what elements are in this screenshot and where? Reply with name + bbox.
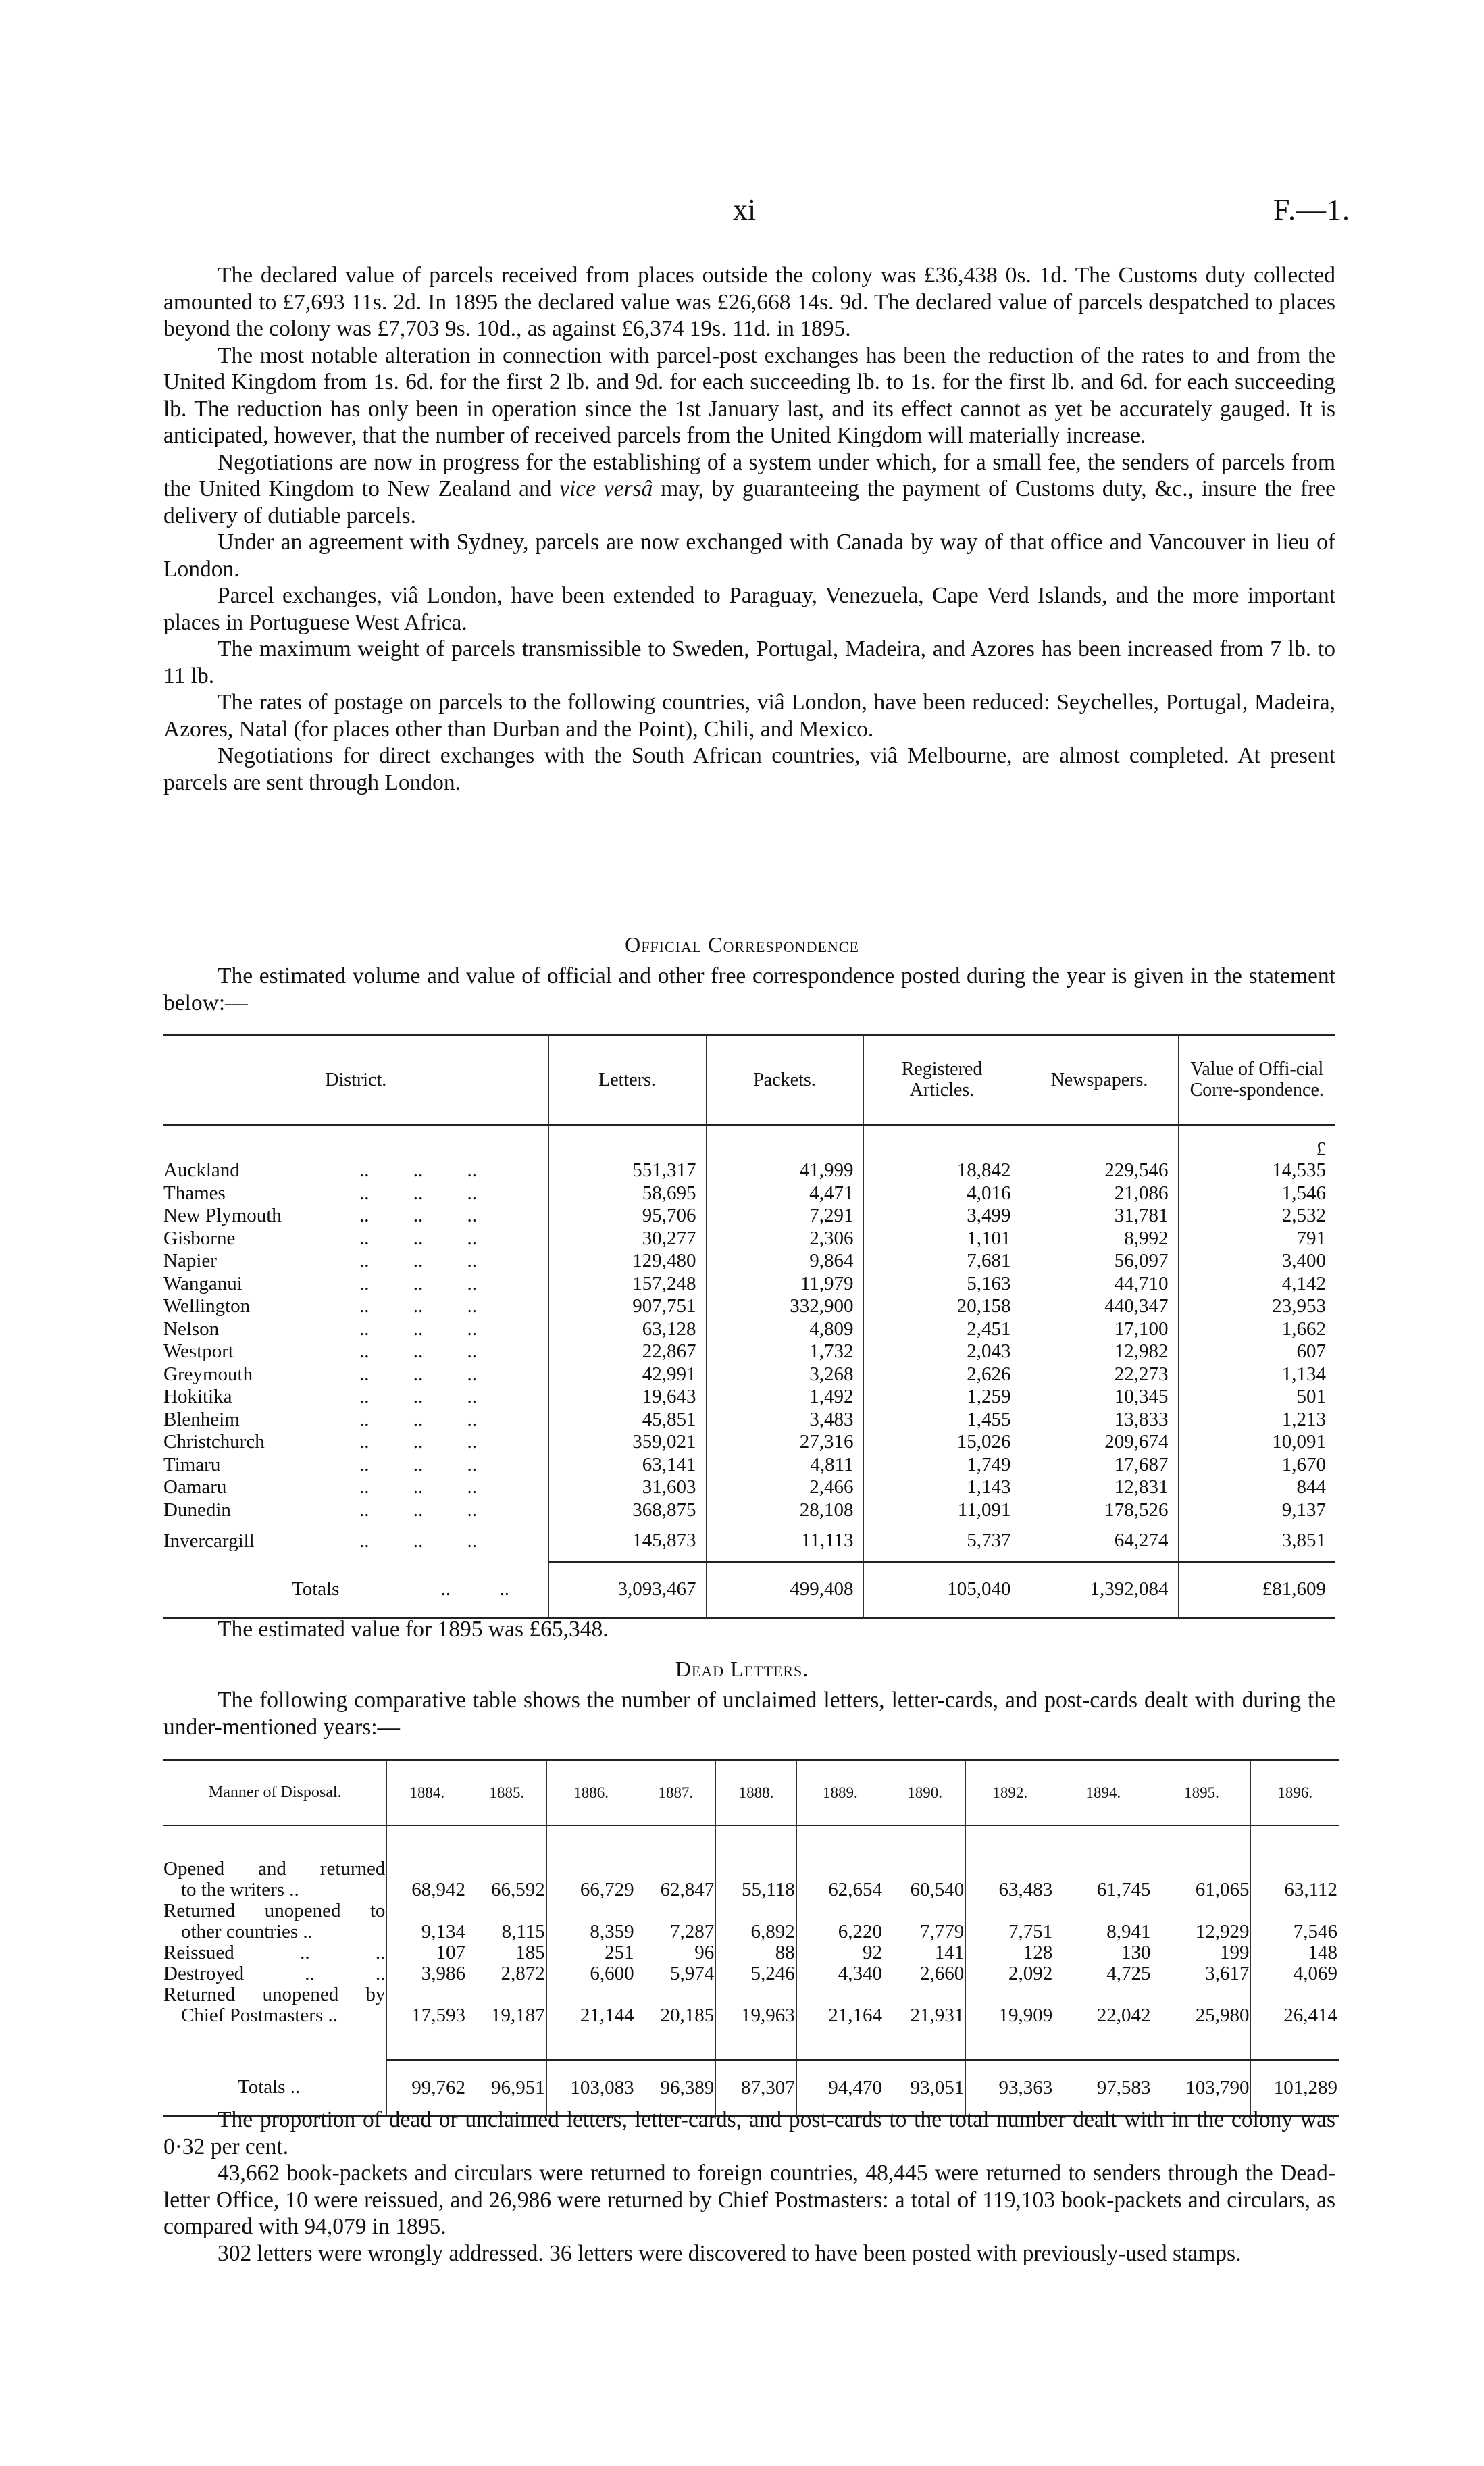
- year-value-cell: 107: [387, 1942, 467, 1963]
- table-row: [163, 1273, 1335, 1296]
- column-header-district: District.: [325, 1069, 387, 1090]
- total-value-cell: 96,389: [636, 2060, 716, 2116]
- dead-letters-heading: Dead Letters.: [675, 1657, 809, 1681]
- year-value-cell: 4,069: [1251, 1963, 1339, 1984]
- district-name: Dunedin: [163, 1499, 231, 1521]
- total-value-cell: 103,790: [1152, 2060, 1251, 2116]
- district-cell: [163, 1295, 548, 1318]
- registered-cell: 20,158: [863, 1295, 1021, 1318]
- paragraph-max-weight: The maximum weight of parcels transmissible to Sweden, Portugal, Madeira, and Azores has been increased from 7 lb. to 11 lb.: [163, 636, 1335, 688]
- year-value-cell: 2,092: [966, 1963, 1054, 1984]
- leader-dots: .. .. ..: [359, 1499, 477, 1521]
- letters-cell: 19,643: [548, 1386, 706, 1409]
- packets-cell: 41,999: [706, 1159, 863, 1182]
- dead-letters-intro: [163, 1687, 1335, 1740]
- district-cell: [163, 1431, 548, 1454]
- disposal-label: [163, 1963, 387, 1984]
- dead-letters-intro-text: The following comparative table shows the number of unclaimed letters, letter-cards, and post-cards dealt with during the under-mentioned years:—: [163, 1688, 1335, 1740]
- year-value-cell: 68,942: [387, 1859, 467, 1901]
- letters-cell: 145,873: [548, 1521, 706, 1562]
- closing-paragraphs: [163, 2107, 1335, 2267]
- leader-dots: .. .. ..: [359, 1272, 477, 1294]
- table-row: [163, 1250, 1335, 1273]
- year-value-cell: 8,941: [1054, 1901, 1152, 1942]
- total-registered: 105,040: [863, 1562, 1021, 1618]
- year-value-cell: 7,751: [966, 1901, 1054, 1942]
- total-value-cell: 103,083: [546, 2060, 636, 2116]
- year-value-cell: 141: [884, 1942, 965, 1963]
- newspapers-cell: 22,273: [1021, 1363, 1178, 1386]
- leader-dots: .. .. ..: [359, 1386, 477, 1407]
- letters-cell: 359,021: [548, 1431, 706, 1454]
- disposal-label: [163, 1901, 387, 1942]
- letters-cell: 129,480: [548, 1250, 706, 1273]
- year-value-cell: 17,593: [387, 1984, 467, 2026]
- disposal-label: [163, 1942, 387, 1963]
- newspapers-cell: 12,982: [1021, 1340, 1178, 1363]
- year-value-cell: 128: [966, 1942, 1054, 1963]
- letters-cell: 63,141: [548, 1454, 706, 1477]
- column-header-year: 1884.: [387, 1760, 467, 1826]
- table-row: [163, 1476, 1335, 1499]
- column-header-year: 1887.: [636, 1760, 716, 1826]
- district-cell: [163, 1386, 548, 1409]
- column-header-year: 1894.: [1054, 1760, 1152, 1826]
- table-row: [163, 1386, 1335, 1409]
- letters-cell: 30,277: [548, 1228, 706, 1251]
- packets-cell: 4,811: [706, 1454, 863, 1477]
- district-name: Invercargill: [163, 1530, 255, 1552]
- column-header-year: 1885.: [467, 1760, 547, 1826]
- year-value-cell: 7,287: [636, 1901, 716, 1942]
- value-cell: 1,213: [1178, 1409, 1335, 1432]
- official-correspondence-table: [163, 1034, 1335, 1619]
- currency-mark: £: [1178, 1125, 1335, 1160]
- table-row: [163, 1340, 1335, 1363]
- paragraph-rate-reduction: The most notable alteration in connection with parcel-post exchanges has been the reduction of the rates to and from the United Kingdom from 1s. 6d. for the first 2 lb. and 9d. for each succeeding lb. to 1s. for the first lb. and 6d. for each succeeding lb. The reduction has only been in operation since the 1st January last, and its effect cannot as yet be accurately gauged. It is anticipated, however, that the number of received parcels from the United Kingdom will materially increase.: [163, 343, 1335, 448]
- newspapers-cell: 229,546: [1021, 1159, 1178, 1182]
- packets-cell: 2,466: [706, 1476, 863, 1499]
- leader-dots: .. .. ..: [359, 1159, 477, 1181]
- table-row: [163, 1859, 1339, 1901]
- column-header-value: Value of Offi-cial Corre-spondence.: [1178, 1035, 1335, 1125]
- leader-dots: .. .. ..: [359, 1250, 477, 1272]
- value-cell: 1,546: [1178, 1182, 1335, 1205]
- leader-dots: .. .. ..: [359, 1530, 477, 1552]
- leader-dots: .. .. ..: [359, 1408, 477, 1430]
- value-cell: 607: [1178, 1340, 1335, 1363]
- column-header-packets: Packets.: [706, 1035, 863, 1125]
- year-value-cell: 3,986: [387, 1963, 467, 1984]
- year-value-cell: 148: [1251, 1942, 1339, 1963]
- letters-cell: 95,706: [548, 1205, 706, 1228]
- newspapers-cell: 17,687: [1021, 1454, 1178, 1477]
- column-header-year: 1890.: [884, 1760, 965, 1826]
- registered-cell: 1,455: [863, 1409, 1021, 1432]
- registered-cell: 1,143: [863, 1476, 1021, 1499]
- newspapers-cell: 64,274: [1021, 1521, 1178, 1562]
- newspapers-cell: 12,831: [1021, 1476, 1178, 1499]
- year-value-cell: 7,779: [884, 1901, 965, 1942]
- table-row: [163, 1521, 1335, 1562]
- letters-cell: 22,867: [548, 1340, 706, 1363]
- totals-label: Totals: [292, 1578, 340, 1600]
- document-reference: F.—1.: [1273, 193, 1350, 226]
- year-value-cell: 8,359: [546, 1901, 636, 1942]
- value-cell: 23,953: [1178, 1295, 1335, 1318]
- newspapers-cell: 44,710: [1021, 1273, 1178, 1296]
- packets-cell: 1,492: [706, 1386, 863, 1409]
- year-value-cell: 19,187: [467, 1984, 547, 2026]
- total-value-cell: 101,289: [1251, 2060, 1339, 2116]
- total-letters: 3,093,467: [548, 1562, 706, 1618]
- leader-dots: .. .. ..: [359, 1340, 477, 1362]
- registered-cell: 11,091: [863, 1499, 1021, 1522]
- leader-dots: .. .. ..: [359, 1363, 477, 1385]
- registered-cell: 2,451: [863, 1318, 1021, 1341]
- district-cell: [163, 1159, 548, 1182]
- newspapers-cell: 13,833: [1021, 1409, 1178, 1432]
- table-row: [163, 1205, 1335, 1228]
- district-name: Thames: [163, 1182, 226, 1204]
- leader-dots: .. .. ..: [359, 1182, 477, 1204]
- year-value-cell: 62,654: [796, 1859, 884, 1901]
- district-name: Hokitika: [163, 1386, 232, 1407]
- year-value-cell: 2,660: [884, 1963, 965, 1984]
- value-cell: 3,851: [1178, 1521, 1335, 1562]
- packets-cell: 4,809: [706, 1318, 863, 1341]
- table-row: [163, 1318, 1335, 1341]
- district-cell: [163, 1409, 548, 1432]
- estimated-value-note: [163, 1616, 1335, 1643]
- value-cell: 1,134: [1178, 1363, 1335, 1386]
- year-value-cell: 19,909: [966, 1984, 1054, 2026]
- paragraph-reduced-rates: The rates of postage on parcels to the following countries, viâ London, have been reduced: Seychelles, Portugal, Madeira, Azores, Natal (for places other than Durban and the Point), Chili, and Mexico.: [163, 690, 1335, 742]
- year-value-cell: 5,974: [636, 1963, 716, 1984]
- table-row: [163, 1984, 1339, 2026]
- year-value-cell: 21,164: [796, 1984, 884, 2026]
- table-header-row: [163, 1760, 1339, 1826]
- district-name: Blenheim: [163, 1408, 240, 1430]
- column-header-year: 1889.: [796, 1760, 884, 1826]
- newspapers-cell: 56,097: [1021, 1250, 1178, 1273]
- year-value-cell: 3,617: [1152, 1963, 1251, 1984]
- table-row: [163, 1182, 1335, 1205]
- year-value-cell: 26,414: [1251, 1984, 1339, 2026]
- registered-cell: 1,259: [863, 1386, 1021, 1409]
- disposal-label-line2: other countries ..: [181, 1921, 313, 1942]
- newspapers-cell: 21,086: [1021, 1182, 1178, 1205]
- table-row: [163, 1963, 1339, 1984]
- district-name: New Plymouth: [163, 1205, 282, 1226]
- year-value-cell: 63,483: [966, 1859, 1054, 1901]
- disposal-label-line2: to the writers ..: [181, 1879, 299, 1901]
- year-value-cell: 12,929: [1152, 1901, 1251, 1942]
- table-row: [163, 1431, 1335, 1454]
- packets-cell: 9,864: [706, 1250, 863, 1273]
- column-header-year: 1892.: [966, 1760, 1054, 1826]
- disposal-label-line1: Reissued .. ..: [163, 1942, 386, 1963]
- registered-cell: 5,737: [863, 1521, 1021, 1562]
- packets-cell: 2,306: [706, 1228, 863, 1251]
- year-value-cell: 5,246: [716, 1963, 797, 1984]
- value-cell: 9,137: [1178, 1499, 1335, 1522]
- letters-cell: 368,875: [548, 1499, 706, 1522]
- column-header-manner: Manner of Disposal.: [208, 1784, 342, 1801]
- table-row: [163, 1228, 1335, 1251]
- newspapers-cell: 31,781: [1021, 1205, 1178, 1228]
- year-value-cell: 63,112: [1251, 1859, 1339, 1901]
- newspapers-cell: 209,674: [1021, 1431, 1178, 1454]
- newspapers-cell: 8,992: [1021, 1228, 1178, 1251]
- total-value-cell: 94,470: [796, 2060, 884, 2116]
- year-value-cell: 2,872: [467, 1963, 547, 1984]
- packets-cell: 11,979: [706, 1273, 863, 1296]
- disposal-label: [163, 1859, 387, 1901]
- district-cell: [163, 1228, 548, 1251]
- year-value-cell: 251: [546, 1942, 636, 1963]
- registered-cell: 18,842: [863, 1159, 1021, 1182]
- page-number: xi: [733, 193, 757, 226]
- packets-cell: 7,291: [706, 1205, 863, 1228]
- packets-cell: 3,483: [706, 1409, 863, 1432]
- district-name: Wanganui: [163, 1272, 242, 1294]
- year-value-cell: 6,892: [716, 1901, 797, 1942]
- table-row: [163, 1901, 1339, 1942]
- table-header-row: [163, 1035, 1335, 1125]
- district-name: Nelson: [163, 1317, 220, 1340]
- leader-dots: .. .. ..: [359, 1295, 477, 1317]
- district-cell: [163, 1476, 548, 1499]
- leader-dots: .. .. ..: [359, 1476, 477, 1498]
- letters-cell: 907,751: [548, 1295, 706, 1318]
- district-cell: [163, 1273, 548, 1296]
- leader-dots: .. .. ..: [359, 1317, 477, 1340]
- year-value-cell: 25,980: [1152, 1984, 1251, 2026]
- packets-cell: 332,900: [706, 1295, 863, 1318]
- value-cell: 10,091: [1178, 1431, 1335, 1454]
- registered-cell: 4,016: [863, 1182, 1021, 1205]
- district-name: Wellington: [163, 1295, 251, 1317]
- district-cell: [163, 1499, 548, 1522]
- column-header-newspapers: Newspapers.: [1021, 1035, 1178, 1125]
- paragraph-proportion: The proportion of dead or unclaimed letters, letter-cards, and post-cards to the total number dealt with in the colony was 0·32 per cent.: [163, 2107, 1335, 2159]
- district-name: Greymouth: [163, 1363, 253, 1385]
- value-cell: 791: [1178, 1228, 1335, 1251]
- year-value-cell: 61,745: [1054, 1859, 1152, 1901]
- totals-label: Totals ..: [238, 2075, 301, 2098]
- registered-cell: 15,026: [863, 1431, 1021, 1454]
- packets-cell: 1,732: [706, 1340, 863, 1363]
- year-value-cell: 199: [1152, 1942, 1251, 1963]
- registered-cell: 2,626: [863, 1363, 1021, 1386]
- newspapers-cell: 440,347: [1021, 1295, 1178, 1318]
- registered-cell: 1,749: [863, 1454, 1021, 1477]
- year-value-cell: 6,220: [796, 1901, 884, 1942]
- leader-dots: .. .. ..: [359, 1227, 477, 1249]
- total-value-cell: 97,583: [1054, 2060, 1152, 2116]
- district-cell: [163, 1318, 548, 1341]
- district-cell: [163, 1340, 548, 1363]
- year-value-cell: 130: [1054, 1942, 1152, 1963]
- value-cell: 501: [1178, 1386, 1335, 1409]
- paragraph-wrongly-addressed: 302 letters were wrongly addressed. 36 letters were discovered to have been posted with previously-used stamps.: [218, 2240, 1242, 2266]
- letters-cell: 63,128: [548, 1318, 706, 1341]
- table-row: [163, 1942, 1339, 1963]
- disposal-label-line1: Returned unopened by: [163, 1984, 386, 2005]
- table-row: [163, 1363, 1335, 1386]
- paragraph-canada-exchange: Under an agreement with Sydney, parcels are now exchanged with Canada by way of that office and Vancouver in lieu of London.: [163, 530, 1335, 582]
- intro-paragraphs: [163, 262, 1335, 796]
- year-value-cell: 66,729: [546, 1859, 636, 1901]
- table-row: [163, 1409, 1335, 1432]
- table-row: [163, 1454, 1335, 1477]
- totals-row: Totals .. .. 3,093,467 499,408 105,040 1,392,084 £81,609: [163, 1562, 1335, 1618]
- year-value-cell: 96: [636, 1942, 716, 1963]
- value-cell: 2,532: [1178, 1205, 1335, 1228]
- year-value-cell: 62,847: [636, 1859, 716, 1901]
- packets-cell: 28,108: [706, 1499, 863, 1522]
- letters-cell: 31,603: [548, 1476, 706, 1499]
- district-name: Timaru: [163, 1453, 221, 1476]
- disposal-label: [163, 1984, 387, 2026]
- value-cell: 1,662: [1178, 1318, 1335, 1341]
- district-cell: [163, 1205, 548, 1228]
- registered-cell: 1,101: [863, 1228, 1021, 1251]
- packets-cell: 3,268: [706, 1363, 863, 1386]
- letters-cell: 42,991: [548, 1363, 706, 1386]
- leader-dots: .. .. ..: [359, 1453, 477, 1476]
- official-correspondence-heading: Official Correspondence: [625, 932, 859, 957]
- value-cell: 3,400: [1178, 1250, 1335, 1273]
- value-cell: 1,670: [1178, 1454, 1335, 1477]
- newspapers-cell: 10,345: [1021, 1386, 1178, 1409]
- column-header-letters: Letters.: [548, 1035, 706, 1125]
- district-cell: [163, 1363, 548, 1386]
- year-value-cell: 66,592: [467, 1859, 547, 1901]
- official-correspondence-intro: [163, 963, 1335, 1016]
- district-name: Napier: [163, 1250, 217, 1272]
- paragraph-extended-exchanges: Parcel exchanges, viâ London, have been extended to Paraguay, Venezuela, Cape Verd Islands, and the more important places in Portuguese West Africa.: [163, 583, 1335, 635]
- value-cell: 14,535: [1178, 1159, 1335, 1182]
- column-header-year: 1888.: [716, 1760, 797, 1826]
- district-name: Oamaru: [163, 1476, 227, 1498]
- district-name: Westport: [163, 1340, 234, 1362]
- registered-cell: 5,163: [863, 1273, 1021, 1296]
- year-value-cell: 61,065: [1152, 1859, 1251, 1901]
- column-header-year: 1896.: [1251, 1760, 1339, 1826]
- total-packets: 499,408: [706, 1562, 863, 1618]
- district-name: Gisborne: [163, 1227, 236, 1249]
- column-header-year: 1886.: [546, 1760, 636, 1826]
- total-newspapers: 1,392,084: [1021, 1562, 1178, 1618]
- packets-cell: 4,471: [706, 1182, 863, 1205]
- packets-cell: 27,316: [706, 1431, 863, 1454]
- registered-cell: 2,043: [863, 1340, 1021, 1363]
- total-value-cell: 96,951: [467, 2060, 547, 2116]
- official-correspondence-intro-text: The estimated volume and value of official and other free correspondence posted during the year is given in the statement below:—: [163, 963, 1335, 1015]
- letters-cell: 551,317: [548, 1159, 706, 1182]
- disposal-label-line1: Destroyed .. ..: [163, 1963, 386, 1984]
- year-value-cell: 8,115: [467, 1901, 547, 1942]
- district-cell: [163, 1182, 548, 1205]
- table-row: [163, 1499, 1335, 1522]
- year-value-cell: 4,725: [1054, 1963, 1152, 1984]
- district-name: Christchurch: [163, 1431, 265, 1453]
- year-value-cell: 22,042: [1054, 1984, 1152, 2026]
- column-header-registered: Registered Articles.: [863, 1035, 1021, 1125]
- district-cell: [163, 1250, 548, 1273]
- registered-cell: 3,499: [863, 1205, 1021, 1228]
- letters-cell: 58,695: [548, 1182, 706, 1205]
- currency-row: [163, 1125, 1335, 1160]
- total-value-cell: 87,307: [716, 2060, 797, 2116]
- year-value-cell: 20,185: [636, 1984, 716, 2026]
- year-value-cell: 6,600: [546, 1963, 636, 1984]
- year-value-cell: 185: [467, 1942, 547, 1963]
- year-value-cell: 21,144: [546, 1984, 636, 2026]
- year-value-cell: 92: [796, 1942, 884, 1963]
- newspapers-cell: 17,100: [1021, 1318, 1178, 1341]
- paragraph-south-africa: Negotiations for direct exchanges with the South African countries, viâ Melbourne, are almost completed. At present parcels are sent through London.: [163, 743, 1335, 795]
- year-value-cell: 4,340: [796, 1963, 884, 1984]
- year-value-cell: 19,963: [716, 1984, 797, 2026]
- registered-cell: 7,681: [863, 1250, 1021, 1273]
- column-header-year: 1895.: [1152, 1760, 1251, 1826]
- paragraph-book-packets: 43,662 book-packets and circulars were returned to foreign countries, 48,445 were returned to senders through the Dead-letter Office, 10 were reissued, and 26,986 were returned by Chief Postmasters: a total of 119,103 book-packets and circulars, as compared with 94,079 in 1895.: [163, 2161, 1335, 2239]
- year-value-cell: 21,931: [884, 1984, 965, 2026]
- leader-dots: .. .. ..: [359, 1431, 477, 1453]
- estimated-value-note-text: The estimated value for 1895 was £65,348.: [218, 1617, 609, 1642]
- dead-letters-table: [163, 1759, 1339, 2117]
- total-value-cell: 99,762: [387, 2060, 467, 2116]
- paragraph-parcels-value: The declared value of parcels received from places outside the colony was £36,438 0s. 1d. The Customs duty collected amounted to £7,693 11s. 2d. In 1895 the declared value was £26,668 14s. 9d. The declared value of parcels despatched to places beyond the colony was £7,703 9s. 10d., as against £6,374 19s. 11d. in 1895.: [163, 263, 1335, 341]
- disposal-label-line1: Returned unopened to: [163, 1900, 386, 1921]
- year-value-cell: 88: [716, 1942, 797, 1963]
- paragraph-customs-negotiations: Negotiations are now in progress for the establishing of a system under which, for a small fee, the senders of parcels from the United Kingdom to New Zealand and vice versâ may, by guaranteeing the payment of Customs duty, &c., insure the free delivery of dutiable parcels.: [163, 449, 1335, 528]
- district-name: Auckland: [163, 1159, 240, 1181]
- year-value-cell: 7,546: [1251, 1901, 1339, 1942]
- table-row: [163, 1295, 1335, 1318]
- year-value-cell: 60,540: [884, 1859, 965, 1901]
- year-value-cell: 55,118: [716, 1859, 797, 1901]
- value-cell: 4,142: [1178, 1273, 1335, 1296]
- total-value: £81,609: [1178, 1562, 1335, 1618]
- letters-cell: 45,851: [548, 1409, 706, 1432]
- letters-cell: 157,248: [548, 1273, 706, 1296]
- leader-dots: .. .. ..: [359, 1205, 477, 1226]
- district-cell: [163, 1521, 548, 1562]
- total-value-cell: 93,363: [966, 2060, 1054, 2116]
- value-cell: 844: [1178, 1476, 1335, 1499]
- newspapers-cell: 178,526: [1021, 1499, 1178, 1522]
- packets-cell: 11,113: [706, 1521, 863, 1562]
- year-value-cell: 9,134: [387, 1901, 467, 1942]
- disposal-label-line2: Chief Postmasters ..: [181, 2005, 338, 2026]
- total-value-cell: 93,051: [884, 2060, 965, 2116]
- disposal-label-line1: Opened and returned: [163, 1858, 386, 1880]
- table-row: [163, 1159, 1335, 1182]
- district-cell: [163, 1454, 548, 1477]
